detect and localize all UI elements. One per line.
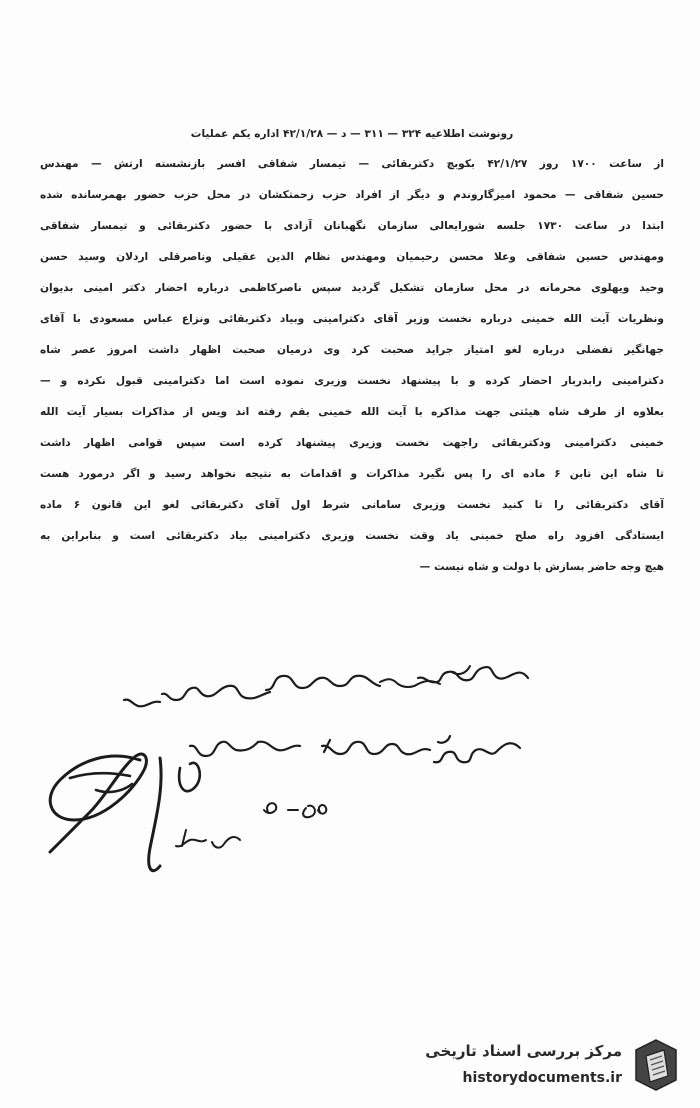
body-line: تا شاه این تابن ۶ ماده ای را پس نگیرد مذاکرات و اقدامات به نتیجه نخواهد رسید و اگر درمورد هست — [40, 468, 664, 480]
body-line: ومهندس حسین شفاقی وعلا محسن رحیمیان ومهندس نظام الدین عقیلی وناصرقلی اردلان وسید حسن — [40, 251, 664, 263]
body-line: بعلاوه از طرف شاه هیئتی جهت مذاکره با آیت الله خمینی بقم رفته اند ویس از مذاکرات بسیار آیت الله — [40, 406, 664, 418]
body-line: از ساعت ۱۷۰۰ روز ۴۲/۱/۲۷ بکوبچ دکتربقائی — تیمسار شفاقی افسر بازنشسته ارتش — مهندس — [40, 158, 664, 170]
archive-title: مرکز بررسی اسناد تاریخی — [425, 1042, 622, 1060]
typed-report — [40, 127, 664, 591]
body-line: ایستادگی افزود راه صلح خمینی یاد وقت نخست وزیری دکترامینی بیاد دکتربقائی است و بنابراین به — [40, 530, 664, 542]
body-line: دکترامینی رابدربار احضار کرده و با پیشنهاد نخست وزیری نموده است اما دکترامینی قبول نکرده و — — [40, 375, 664, 387]
archive-url: historydocuments.ir — [462, 1070, 622, 1086]
body-line: خمینی دکترامینی ودکتربقائی راجهت نخست وزیری پیشنهاد کرده است سپس قوامی اظهار داشت — [40, 437, 664, 449]
document-archive-logo-icon — [630, 1036, 682, 1094]
body-line: جهانگیر تفضلی درباره لغو امتیاز جراید صحبت کرد وی درمیان صحبت اظهار داشت امروز عصر شاه — [40, 344, 664, 356]
archive-watermark — [358, 1030, 688, 1100]
body-line: ونظریات آیت الله خمینی درباره نخست وزیر آقای دکترامینی وبیاد دکتربقائی ونزاع عباس مسعودی با آقای — [40, 313, 664, 325]
handwriting-strokes — [0, 640, 700, 880]
handwritten-annotation — [0, 640, 700, 880]
body-line: هیچ وجه حاضر بسازش با دولت و شاه نیست — — [419, 561, 664, 573]
body-line: وحید ویهلوی محرمانه در محل سازمان تشکیل گردید سپس ناصرکاظمی درباره احضار دکتر امینی بدیوان — [40, 282, 664, 294]
body-line: آقای دکتربقائی را تا کنید نخست وزیری سامانی شرط اول آقای دکتربقائی لغو این قانون ۶ ماده — [40, 499, 664, 511]
reference-line: رونوشت اطلاعیه ۳۲۴ — ۳۱۱ — د — ۴۲/۱/۲۸ اداره یکم عملیات — [190, 128, 514, 140]
body-line: ابتدا در ساعت ۱۷۳۰ جلسه شورایعالی سازمان نگهبانان آزادی با حضور دکتربقائی و تیمسار شفاقی — [40, 220, 664, 232]
body-line: حسین شفاقی — محمود امیزگاروندم و دیگر از افراد حزب زحمتکشان در محل حزب حضور بهمرسانده شده — [40, 189, 664, 201]
